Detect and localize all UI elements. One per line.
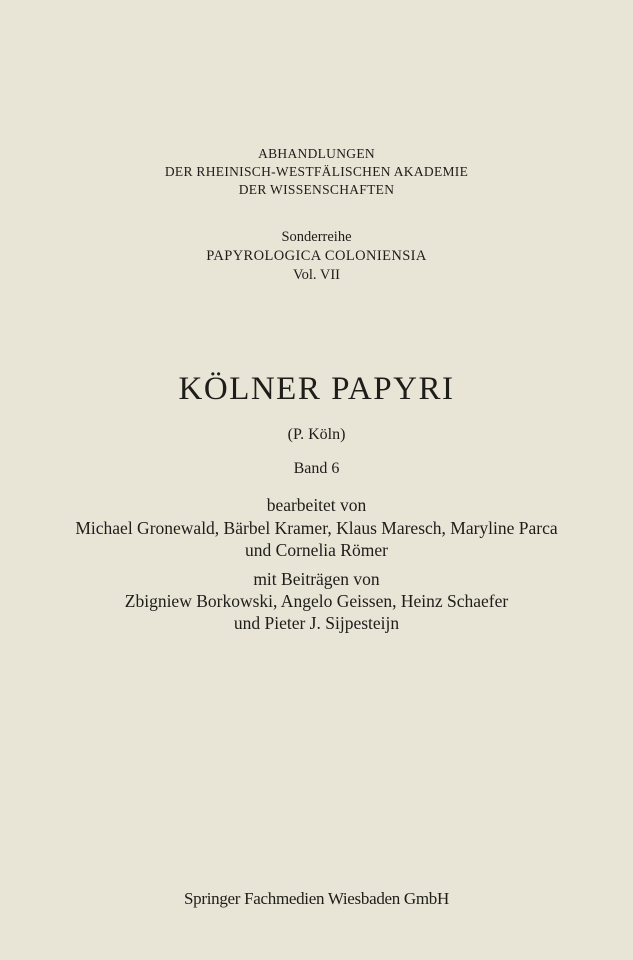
- band-number: Band 6: [293, 460, 340, 477]
- contributors-line-1: Zbigniew Borkowski, Angelo Geissen, Heinz Schaefer: [124, 591, 509, 611]
- main-title: KÖLNER PAPYRI: [178, 371, 455, 407]
- editors-line-1: Michael Gronewald, Bärbel Kramer, Klaus Maresch, Maryline Parca: [75, 518, 558, 538]
- publisher: Springer Fachmedien Wiesbaden GmbH: [184, 889, 449, 908]
- series-header-line-1: ABHANDLUNGEN: [258, 146, 375, 161]
- editors-intro: bearbeitet von: [266, 495, 367, 515]
- series-header-line-2: DER RHEINISCH-WESTFÄLISCHEN AKADEMIE: [164, 164, 469, 179]
- editors-line-2: und Cornelia Römer: [245, 540, 388, 560]
- sonderreihe-name: PAPYROLOGICA COLONIENSIA: [206, 248, 427, 264]
- sonderreihe-label: Sonderreihe: [281, 229, 352, 245]
- title-abbreviation: (P. Köln): [287, 426, 346, 443]
- contributors-intro: mit Beiträgen von: [253, 569, 380, 589]
- contributors-line-2: und Pieter J. Sijpesteijn: [233, 613, 400, 633]
- series-header-line-3: DER WISSENSCHAFTEN: [238, 182, 395, 197]
- sonderreihe-volume: Vol. VII: [293, 267, 340, 283]
